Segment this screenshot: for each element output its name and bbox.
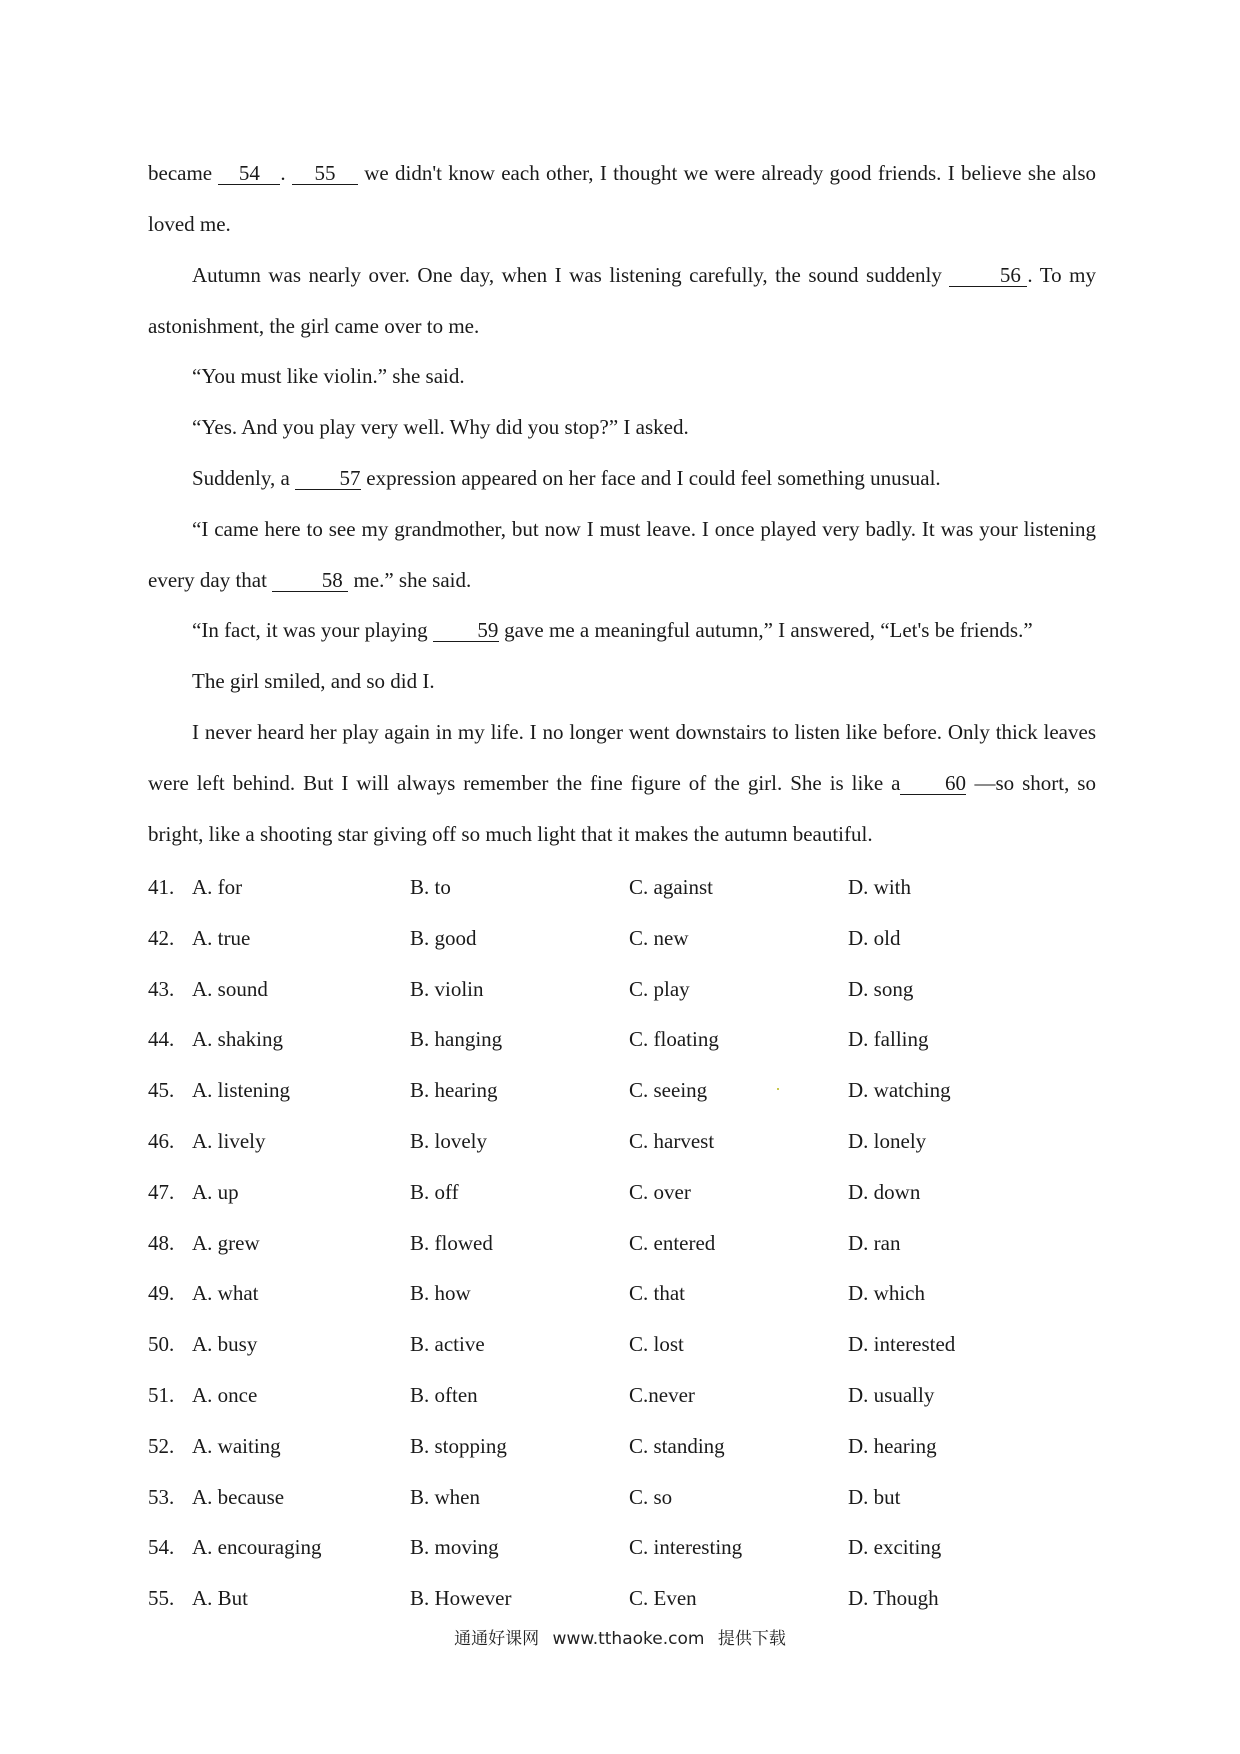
option-d: D. old — [848, 925, 901, 950]
text-run: became — [148, 161, 219, 185]
question-row — [148, 1014, 1096, 1065]
text-run: expression appeared on her face and I could feel something unusual. — [361, 466, 941, 490]
question-number: 52. — [148, 1433, 175, 1458]
passage-paragraph-5 — [148, 453, 1096, 504]
blank-56: 56 — [949, 264, 1027, 287]
option-c: C. entered — [629, 1230, 716, 1255]
option-a: A. busy — [192, 1332, 258, 1357]
option-c: C. interesting — [629, 1535, 743, 1560]
option-b: B. violin — [410, 976, 484, 1001]
option-c: C. harvest — [629, 1128, 715, 1153]
option-a: A. what — [192, 1281, 259, 1306]
question-row — [148, 1116, 1096, 1167]
question-number: 42. — [148, 925, 175, 950]
option-a: A. grew — [192, 1230, 260, 1255]
option-b: B. to — [410, 875, 451, 899]
option-a: A. encouraging — [192, 1535, 322, 1560]
option-c: C. over — [629, 1179, 691, 1204]
option-d: D. falling — [848, 1027, 929, 1052]
question-number: 48. — [148, 1230, 175, 1255]
question-row — [148, 1218, 1096, 1269]
option-a: A. But — [192, 1586, 249, 1611]
option-d: D. song — [848, 976, 914, 1001]
question-number: 43. — [148, 976, 175, 1001]
option-d: D. down — [848, 1179, 921, 1204]
question-number: 49. — [148, 1281, 175, 1306]
text-run: me.” she said. — [348, 568, 472, 592]
text-run: we didn't know each other, I thought we were already good friends. I believe she also loved me. — [148, 161, 1097, 236]
option-a: A. listening — [192, 1078, 290, 1103]
passage-paragraph-3: “You must like violin.” she said. — [192, 364, 465, 388]
question-number: 50. — [148, 1332, 175, 1357]
question-number: 51. — [148, 1382, 175, 1407]
footer-url[interactable]: www.tthaoke.com — [552, 1629, 705, 1649]
option-b: B. flowed — [410, 1230, 493, 1255]
option-a: A. because — [192, 1484, 285, 1509]
text-run: Suddenly, a — [192, 466, 296, 490]
option-d: D. usually — [848, 1382, 935, 1407]
passage-paragraph-1 — [148, 148, 1096, 250]
passage-paragraph-9 — [148, 707, 1096, 860]
passage-paragraph-7 — [148, 605, 1096, 656]
option-b: B. lovely — [410, 1128, 487, 1153]
question-row — [148, 1522, 1096, 1573]
blank-55: 55 — [292, 162, 358, 185]
question-row — [148, 1319, 1096, 1370]
question-number: 54. — [148, 1535, 175, 1560]
text-run: gave me a meaningful autumn,” I answered, “Let's be friends.” — [498, 618, 1033, 642]
option-b: B. when — [410, 1484, 480, 1509]
option-c: C. play — [629, 976, 690, 1001]
footer-suffix: 提供下载 — [717, 1629, 786, 1649]
text-run: . — [280, 161, 292, 185]
answer-options-list — [148, 862, 1096, 1624]
question-number: 53. — [148, 1484, 175, 1509]
option-d: D. which — [848, 1281, 925, 1306]
question-row — [148, 862, 1096, 913]
option-c: C. standing — [629, 1433, 725, 1458]
blank-60: 60 — [900, 772, 966, 795]
question-number: 47. — [148, 1179, 175, 1204]
footer-site-name: 通通好课网 — [454, 1629, 540, 1649]
passage-paragraph-8: The girl smiled, and so did I. — [192, 669, 435, 693]
question-number: 41. — [148, 875, 175, 899]
option-c: C. seeing — [629, 1078, 708, 1103]
option-a: A. for — [192, 875, 243, 899]
option-c: C. lost — [629, 1332, 684, 1357]
scan-speck — [777, 1088, 779, 1090]
option-b: B. how — [410, 1281, 471, 1306]
option-c: C.never — [629, 1382, 695, 1407]
question-row — [148, 1472, 1096, 1523]
option-a: A. shaking — [192, 1027, 283, 1052]
option-b: B. However — [410, 1586, 512, 1611]
blank-54: 54 — [218, 162, 280, 185]
option-b: B. good — [410, 925, 477, 950]
option-a: A. lively — [192, 1128, 266, 1153]
question-row — [148, 1573, 1096, 1624]
question-number: 55. — [148, 1586, 175, 1611]
option-c: C. floating — [629, 1027, 719, 1052]
option-c: C. that — [629, 1281, 685, 1306]
blank-57: 57 — [295, 467, 361, 490]
option-c: C. so — [629, 1484, 673, 1509]
question-row — [148, 913, 1096, 964]
option-b: B. stopping — [410, 1433, 507, 1458]
blank-58: 58 — [272, 569, 348, 592]
option-d: D. with — [848, 875, 911, 899]
question-row — [148, 1065, 1096, 1116]
text-run: “I came here to see my grandmother, but now I must leave. I once played very badly. It was your listening every day that — [148, 517, 1096, 592]
question-row — [148, 1167, 1096, 1218]
option-d: D. but — [848, 1484, 901, 1509]
option-a: A. up — [192, 1179, 239, 1204]
option-a: A. waiting — [192, 1433, 281, 1458]
text-run: I never heard her play again in my life. I no longer went downstairs to listen like before. Only thick leaves were left behind. But I will always remember the fine figure of the girl. She is like a — [148, 720, 1096, 795]
option-d: D. lonely — [848, 1128, 927, 1153]
option-d: D. hearing — [848, 1433, 937, 1458]
text-run: —so short, so bright, like a shooting star giving off so much light that it makes the autumn beautiful. — [148, 771, 1096, 846]
option-d: D. interested — [848, 1332, 956, 1357]
page-footer — [0, 1624, 1240, 1649]
option-d: D. exciting — [848, 1535, 942, 1560]
question-row — [148, 1421, 1096, 1472]
passage-paragraph-6 — [148, 504, 1096, 606]
option-d: D. watching — [848, 1078, 951, 1103]
question-number: 46. — [148, 1128, 175, 1153]
passage-paragraph-4: “Yes. And you play very well. Why did you stop?” I asked. — [192, 415, 689, 439]
option-d: D. Though — [848, 1586, 939, 1611]
option-b: B. hearing — [410, 1078, 498, 1103]
option-b: B. active — [410, 1332, 485, 1357]
question-row — [148, 964, 1096, 1015]
question-row — [148, 1268, 1096, 1319]
option-c: C. Even — [629, 1586, 697, 1611]
option-a: A. sound — [192, 976, 268, 1001]
text-run: . To my astonishment, the girl came over to me. — [148, 263, 1096, 338]
text-run: Autumn was nearly over. One day, when I was listening carefully, the sound suddenly — [192, 263, 950, 287]
option-c: C. new — [629, 925, 689, 950]
question-row — [148, 1370, 1096, 1421]
option-b: B. hanging — [410, 1027, 503, 1052]
option-b: B. off — [410, 1179, 459, 1204]
option-c: C. against — [629, 875, 713, 899]
option-d: D. ran — [848, 1230, 901, 1255]
passage-paragraph-2 — [148, 250, 1096, 352]
question-number: 45. — [148, 1078, 175, 1103]
question-number: 44. — [148, 1027, 175, 1052]
option-b: B. moving — [410, 1535, 499, 1560]
blank-59: 59 — [433, 619, 499, 642]
option-b: B. often — [410, 1382, 478, 1407]
option-a: A. once — [192, 1382, 258, 1407]
text-run: “In fact, it was your playing — [192, 618, 433, 642]
option-a: A. true — [192, 925, 251, 950]
